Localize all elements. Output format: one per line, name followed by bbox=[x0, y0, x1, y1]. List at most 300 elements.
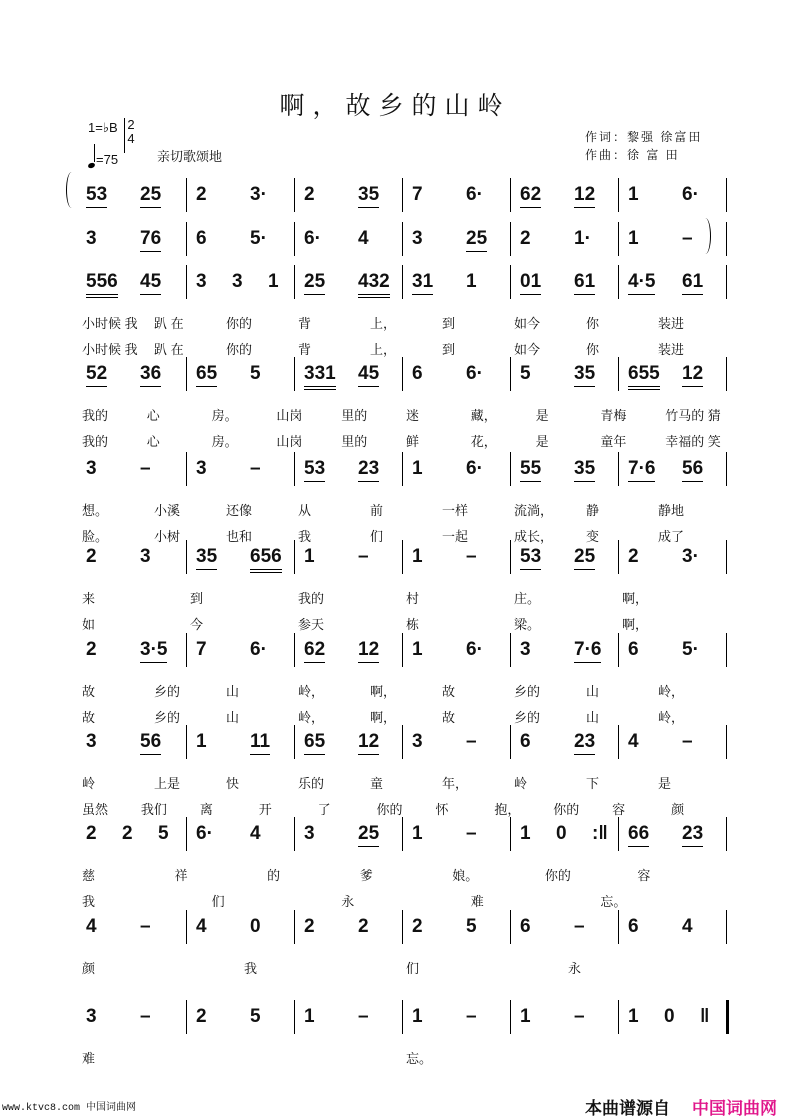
lyric-word: 岭， bbox=[298, 710, 325, 725]
note-group: 2 bbox=[86, 639, 97, 660]
lyric-word: 容 bbox=[637, 868, 651, 883]
lyric-word: 心 bbox=[146, 408, 160, 423]
note-group: 62 bbox=[520, 184, 541, 208]
lyric-word: 迷 bbox=[406, 408, 420, 423]
note-group: ‖ bbox=[700, 1006, 710, 1027]
note-group: 52 bbox=[86, 363, 107, 387]
lyric-word: 我 bbox=[244, 961, 258, 976]
lyric-word: 也和 bbox=[226, 529, 253, 544]
lyric-word: 抱， bbox=[494, 802, 521, 817]
lyric-word: 参天 bbox=[298, 617, 325, 632]
note-group: – bbox=[682, 731, 693, 752]
lyric-word: 装进 bbox=[658, 342, 685, 357]
barline bbox=[402, 357, 403, 391]
lyric-word: 快 bbox=[226, 776, 240, 791]
lyric-word: 爹 bbox=[359, 868, 373, 883]
barline bbox=[510, 178, 511, 212]
barline bbox=[402, 725, 403, 759]
note-group: 1 bbox=[628, 1006, 639, 1027]
note-group: 1 bbox=[628, 228, 639, 249]
lyric-word: 开 bbox=[258, 802, 272, 817]
lyric-word: 一起 bbox=[442, 529, 469, 544]
lyric-word: 流淌， bbox=[514, 503, 554, 518]
lyric-word: 乡的 bbox=[154, 710, 181, 725]
barline bbox=[726, 452, 727, 486]
score-system bbox=[76, 265, 728, 305]
barline bbox=[618, 910, 619, 944]
note-group: 35 bbox=[358, 184, 379, 208]
note-group: 656 bbox=[250, 546, 282, 573]
score-system bbox=[76, 1000, 728, 1040]
score-system bbox=[76, 725, 728, 765]
lyric-word: 到 bbox=[442, 316, 456, 331]
barline bbox=[402, 222, 403, 256]
note-group: 12 bbox=[358, 639, 379, 663]
note-group: 45 bbox=[140, 271, 161, 295]
lyric-word: 到 bbox=[442, 342, 456, 357]
quarter-note-icon bbox=[87, 162, 95, 169]
lyric-word: 虽然 bbox=[82, 802, 109, 817]
note-group: 5 bbox=[158, 823, 169, 844]
lyric-word: 是 bbox=[535, 434, 549, 449]
note-group: 56 bbox=[140, 731, 161, 755]
brand-name: 中国词曲网 bbox=[692, 1099, 777, 1118]
lyric-word: 的 bbox=[267, 868, 281, 883]
note-group: 2 bbox=[304, 184, 315, 205]
note-group: 3 bbox=[196, 458, 207, 479]
lyric-word: 山 bbox=[226, 710, 240, 725]
source-label: 本曲谱源自 bbox=[585, 1099, 670, 1118]
time-sig-bottom: 4 bbox=[127, 131, 135, 146]
barline bbox=[618, 1000, 619, 1034]
barline bbox=[726, 178, 727, 212]
barline bbox=[618, 222, 619, 256]
lyric-word: 故 bbox=[442, 684, 456, 699]
barline bbox=[402, 633, 403, 667]
barline bbox=[186, 910, 187, 944]
note-group: 4 bbox=[250, 823, 261, 844]
lyric-word: 永 bbox=[568, 961, 582, 976]
barline bbox=[294, 540, 295, 574]
note-group: 6· bbox=[466, 639, 483, 660]
note-group: 5· bbox=[250, 228, 267, 249]
lyric-word: 我的 bbox=[82, 434, 109, 449]
lyric-word: 背 bbox=[298, 316, 312, 331]
barline bbox=[726, 1000, 729, 1034]
note-group: 56 bbox=[682, 458, 703, 482]
lyric-word: 我 bbox=[298, 529, 312, 544]
note-group: 45 bbox=[358, 363, 379, 387]
note-group: 3 bbox=[412, 228, 423, 249]
lyric-word: 们 bbox=[370, 529, 384, 544]
note-group: 1· bbox=[574, 228, 591, 249]
note-group: – bbox=[574, 1006, 585, 1027]
barline bbox=[186, 817, 187, 851]
score-system bbox=[76, 178, 728, 218]
lyric-word: 装进 bbox=[658, 316, 685, 331]
note-group: 5 bbox=[250, 1006, 261, 1027]
note-group: 6· bbox=[466, 184, 483, 205]
lyric-word: 小溪 bbox=[154, 503, 181, 518]
note-group: 2 bbox=[86, 546, 97, 567]
score-system bbox=[76, 222, 728, 262]
barline bbox=[186, 265, 187, 299]
lyric-word: 岭 bbox=[82, 776, 96, 791]
barline bbox=[510, 1000, 511, 1034]
score-system bbox=[76, 540, 728, 580]
lyric-word: 来 bbox=[82, 591, 96, 606]
note-group: 53 bbox=[304, 458, 325, 482]
lyric-word: 童年 bbox=[600, 434, 627, 449]
note-group: 6· bbox=[682, 184, 699, 205]
barline bbox=[402, 452, 403, 486]
note-group: 6· bbox=[304, 228, 321, 249]
barline bbox=[618, 725, 619, 759]
lyric-word: 你的 bbox=[544, 868, 571, 883]
note-group: – bbox=[682, 228, 693, 249]
lyric-word: 年， bbox=[442, 776, 469, 791]
note-group: 61 bbox=[682, 271, 703, 295]
note-group: 6 bbox=[520, 916, 531, 937]
note-group: 3 bbox=[520, 639, 531, 660]
barline bbox=[618, 265, 619, 299]
lyric-word: 怀 bbox=[435, 802, 449, 817]
lyric-word: 还像 bbox=[226, 503, 253, 518]
lyric-word: 啊， bbox=[370, 710, 397, 725]
lyric-word: 们 bbox=[406, 961, 420, 976]
note-group: 12 bbox=[682, 363, 703, 387]
footer-source bbox=[585, 1094, 777, 1119]
note-group: 36 bbox=[140, 363, 161, 387]
barline bbox=[186, 633, 187, 667]
lyric-word: 乡的 bbox=[514, 710, 541, 725]
note-group: 25 bbox=[140, 184, 161, 208]
note-group: – bbox=[466, 823, 477, 844]
note-group: 1 bbox=[304, 546, 315, 567]
lyric-word: 啊， bbox=[370, 684, 397, 699]
barline bbox=[402, 540, 403, 574]
note-group: 1 bbox=[196, 731, 207, 752]
barline bbox=[510, 817, 511, 851]
note-group: 6· bbox=[250, 639, 267, 660]
note-group: 4 bbox=[628, 731, 639, 752]
note-group: – bbox=[358, 1006, 369, 1027]
lyric-word: 容 bbox=[612, 802, 626, 817]
barline bbox=[186, 452, 187, 486]
note-group: 66 bbox=[628, 823, 649, 847]
barline bbox=[294, 265, 295, 299]
lyric-word: 今 bbox=[190, 617, 204, 632]
note-group: 2 bbox=[304, 916, 315, 937]
note-group: 3·5 bbox=[140, 639, 167, 663]
credits bbox=[585, 128, 702, 164]
lyric-word: 青梅 bbox=[600, 408, 627, 423]
note-group: 1 bbox=[412, 546, 423, 567]
lyric-word: 永 bbox=[341, 894, 355, 909]
note-group: 556 bbox=[86, 271, 118, 298]
lyric-word: 幸福的 笑 bbox=[665, 434, 721, 449]
lyric-word: 故 bbox=[442, 710, 456, 725]
note-group: 25 bbox=[574, 546, 595, 570]
barline bbox=[186, 1000, 187, 1034]
lyric-word: 上是 bbox=[154, 776, 181, 791]
lyric-word: 难 bbox=[470, 894, 484, 909]
note-group: 2 bbox=[122, 823, 133, 844]
barline bbox=[618, 633, 619, 667]
lyric-word: 我们 bbox=[140, 802, 167, 817]
barline bbox=[402, 178, 403, 212]
barline bbox=[618, 452, 619, 486]
note-group: 3 bbox=[86, 1006, 97, 1027]
lyric-word: 竹马的 猜 bbox=[665, 408, 721, 423]
note-group: – bbox=[466, 1006, 477, 1027]
barline bbox=[402, 817, 403, 851]
key-signature: 1=♭B bbox=[88, 120, 118, 135]
lyric-word: 颜 bbox=[671, 802, 685, 817]
note-group: 62 bbox=[304, 639, 325, 663]
lyric-word: 岭 bbox=[514, 776, 528, 791]
barline bbox=[726, 817, 727, 851]
lyric-word: 下 bbox=[586, 776, 600, 791]
lyric-word: 祥 bbox=[174, 868, 188, 883]
barline bbox=[510, 540, 511, 574]
lyric-word: 小树 bbox=[154, 529, 181, 544]
lyric-word: 庄。 bbox=[514, 591, 541, 606]
note-group: 0 bbox=[664, 1006, 675, 1027]
note-group: 1 bbox=[628, 184, 639, 205]
note-group: 3 bbox=[86, 228, 97, 249]
note-group: 25 bbox=[466, 228, 487, 252]
lyric-word: 静 bbox=[586, 503, 600, 518]
barline bbox=[618, 357, 619, 391]
score-system bbox=[76, 357, 728, 397]
note-group: 3· bbox=[682, 546, 699, 567]
note-group: – bbox=[466, 731, 477, 752]
lyric-word: 你 bbox=[586, 342, 600, 357]
note-group: 1 bbox=[412, 1006, 423, 1027]
note-group: 23 bbox=[574, 731, 595, 755]
note-group: 5 bbox=[250, 363, 261, 384]
lyric-word: 是 bbox=[535, 408, 549, 423]
lyric-word: 山岗 bbox=[276, 408, 303, 423]
note-group: 01 bbox=[520, 271, 541, 295]
lyric-word: 你的 bbox=[226, 342, 253, 357]
barline bbox=[618, 540, 619, 574]
lyric-word: 从 bbox=[298, 503, 312, 518]
barline bbox=[510, 910, 511, 944]
lyric-word: 鲜 bbox=[406, 434, 420, 449]
barline bbox=[294, 452, 295, 486]
note-group: – bbox=[140, 916, 151, 937]
note-group: 12 bbox=[574, 184, 595, 208]
lyric-word: 花， bbox=[470, 434, 497, 449]
note-group: 11 bbox=[250, 731, 270, 755]
barline bbox=[726, 357, 727, 391]
lyric-word: 里的 bbox=[341, 408, 368, 423]
lyric-word: 如今 bbox=[514, 316, 541, 331]
note-group: 2 bbox=[196, 1006, 207, 1027]
barline bbox=[186, 540, 187, 574]
barline bbox=[294, 817, 295, 851]
lyric-word: 你的 bbox=[226, 316, 253, 331]
lyric-word: 乡的 bbox=[154, 684, 181, 699]
lyric-word: 梁。 bbox=[514, 617, 541, 632]
lyric-word: 山 bbox=[226, 684, 240, 699]
note-group: 7 bbox=[196, 639, 207, 660]
score-system bbox=[76, 633, 728, 673]
note-group: 6 bbox=[628, 639, 639, 660]
lyric-word: 你的 bbox=[376, 802, 403, 817]
lyric-word: 乡的 bbox=[514, 684, 541, 699]
note-group: 3 bbox=[86, 458, 97, 479]
barline bbox=[186, 725, 187, 759]
lyric-word: 岭， bbox=[658, 684, 685, 699]
note-group: 6· bbox=[466, 458, 483, 479]
lyric-word: 脸。 bbox=[82, 529, 109, 544]
note-group: 2 bbox=[412, 916, 423, 937]
barline bbox=[294, 910, 295, 944]
barline bbox=[402, 265, 403, 299]
lyric-word: 趴 在 bbox=[154, 342, 184, 357]
note-group: – bbox=[140, 458, 151, 479]
barline bbox=[510, 633, 511, 667]
lyric-word: 栋 bbox=[406, 617, 420, 632]
lyric-word: 到 bbox=[190, 591, 204, 606]
note-group: 4 bbox=[358, 228, 369, 249]
lyric-word: 山岗 bbox=[276, 434, 303, 449]
lyric-word: 村 bbox=[406, 591, 420, 606]
note-group: 76 bbox=[140, 228, 161, 252]
time-sig-top: 2 bbox=[127, 117, 135, 132]
barline bbox=[726, 633, 727, 667]
barline bbox=[726, 540, 727, 574]
note-group: – bbox=[358, 546, 369, 567]
lyric-word: 我的 bbox=[82, 408, 109, 423]
barline bbox=[510, 265, 511, 299]
lyric-word: 一样 bbox=[442, 503, 469, 518]
note-group: – bbox=[140, 1006, 151, 1027]
barline bbox=[726, 910, 727, 944]
note-group: 1 bbox=[466, 271, 477, 292]
lyric-word: 山 bbox=[586, 684, 600, 699]
lyric-word: 成长， bbox=[514, 529, 554, 544]
lyric-word: 童 bbox=[370, 776, 384, 791]
composer: 作曲：徐 富 田 bbox=[585, 148, 680, 162]
note-group: 53 bbox=[86, 184, 107, 208]
lyric-word: 我 bbox=[82, 894, 96, 909]
barline bbox=[294, 633, 295, 667]
note-group: 6 bbox=[628, 916, 639, 937]
barline bbox=[510, 357, 511, 391]
note-group: 4 bbox=[682, 916, 693, 937]
lyric-word: 啊， bbox=[622, 591, 649, 606]
lyric-word: 如今 bbox=[514, 342, 541, 357]
note-group: 12 bbox=[358, 731, 379, 755]
note-group: 5· bbox=[682, 639, 699, 660]
note-group: 6 bbox=[520, 731, 531, 752]
lyric-word: 岭， bbox=[298, 684, 325, 699]
note-group: 6 bbox=[412, 363, 423, 384]
note-group: 331 bbox=[304, 363, 336, 390]
lyric-word: 前 bbox=[370, 503, 384, 518]
barline bbox=[510, 222, 511, 256]
song-title: 啊，故乡的山岭 bbox=[279, 91, 511, 120]
barline bbox=[726, 725, 727, 759]
lyric-word: 你的 bbox=[553, 802, 580, 817]
note-group: 3 bbox=[140, 546, 151, 567]
note-group: 5 bbox=[520, 363, 531, 384]
lyricist: 作词：黎强 徐富田 bbox=[585, 130, 703, 144]
barline bbox=[402, 1000, 403, 1034]
note-group: 2 bbox=[520, 228, 531, 249]
lyric-word: 小时候 我 bbox=[82, 316, 138, 331]
note-group: 0 bbox=[250, 916, 261, 937]
note-group: 35 bbox=[196, 546, 217, 570]
lyric-word: 了 bbox=[317, 802, 331, 817]
note-group: 5 bbox=[466, 916, 477, 937]
barline bbox=[186, 222, 187, 256]
note-group: 655 bbox=[628, 363, 660, 390]
lyric-word: 上， bbox=[370, 342, 397, 357]
note-group: 35 bbox=[574, 363, 595, 387]
barline bbox=[294, 178, 295, 212]
barline bbox=[294, 222, 295, 256]
lyric-word: 小时候 我 bbox=[82, 342, 138, 357]
time-signature bbox=[124, 118, 138, 146]
barline bbox=[618, 817, 619, 851]
footer-url: www.ktvc8.com 中国词曲网 bbox=[2, 1103, 137, 1114]
lyric-word: 心 bbox=[146, 434, 160, 449]
score-system bbox=[76, 452, 728, 492]
lyric-word: 故 bbox=[82, 684, 96, 699]
note-group: 0 bbox=[556, 823, 567, 844]
lyric-word: 房。 bbox=[211, 434, 238, 449]
note-group: 2 bbox=[358, 916, 369, 937]
barline bbox=[510, 725, 511, 759]
barline bbox=[294, 725, 295, 759]
lyric-word: 藏， bbox=[470, 408, 497, 423]
lyric-word: 成了 bbox=[658, 529, 685, 544]
lyric-word: 故 bbox=[82, 710, 96, 725]
lyric-word: 变 bbox=[586, 529, 600, 544]
note-group: 1 bbox=[268, 271, 279, 292]
note-group: 4·5 bbox=[628, 271, 655, 295]
lyric-word: 们 bbox=[211, 894, 225, 909]
score-system bbox=[76, 910, 728, 950]
note-group: 23 bbox=[682, 823, 703, 847]
note-group: 35 bbox=[574, 458, 595, 482]
lyric-word: 颜 bbox=[82, 961, 96, 976]
note-group: 23 bbox=[358, 458, 379, 482]
barline bbox=[726, 222, 727, 256]
note-group: 1 bbox=[520, 1006, 531, 1027]
lyric-word: 离 bbox=[199, 802, 213, 817]
lyric-word: 忘。 bbox=[406, 1051, 433, 1066]
note-group: 1 bbox=[412, 823, 423, 844]
note-group: 1 bbox=[520, 823, 531, 844]
note-group: 53 bbox=[520, 546, 541, 570]
lyric-word: 想。 bbox=[82, 503, 109, 518]
lyric-word: 上， bbox=[370, 316, 397, 331]
note-group: 4 bbox=[196, 916, 207, 937]
lyric-word: 背 bbox=[298, 342, 312, 357]
lyric-word: 难 bbox=[82, 1051, 96, 1066]
note-group: 3· bbox=[250, 184, 267, 205]
note-group: 6 bbox=[196, 228, 207, 249]
note-group: – bbox=[574, 916, 585, 937]
note-group: 6· bbox=[196, 823, 213, 844]
note-group: 31 bbox=[412, 271, 433, 295]
